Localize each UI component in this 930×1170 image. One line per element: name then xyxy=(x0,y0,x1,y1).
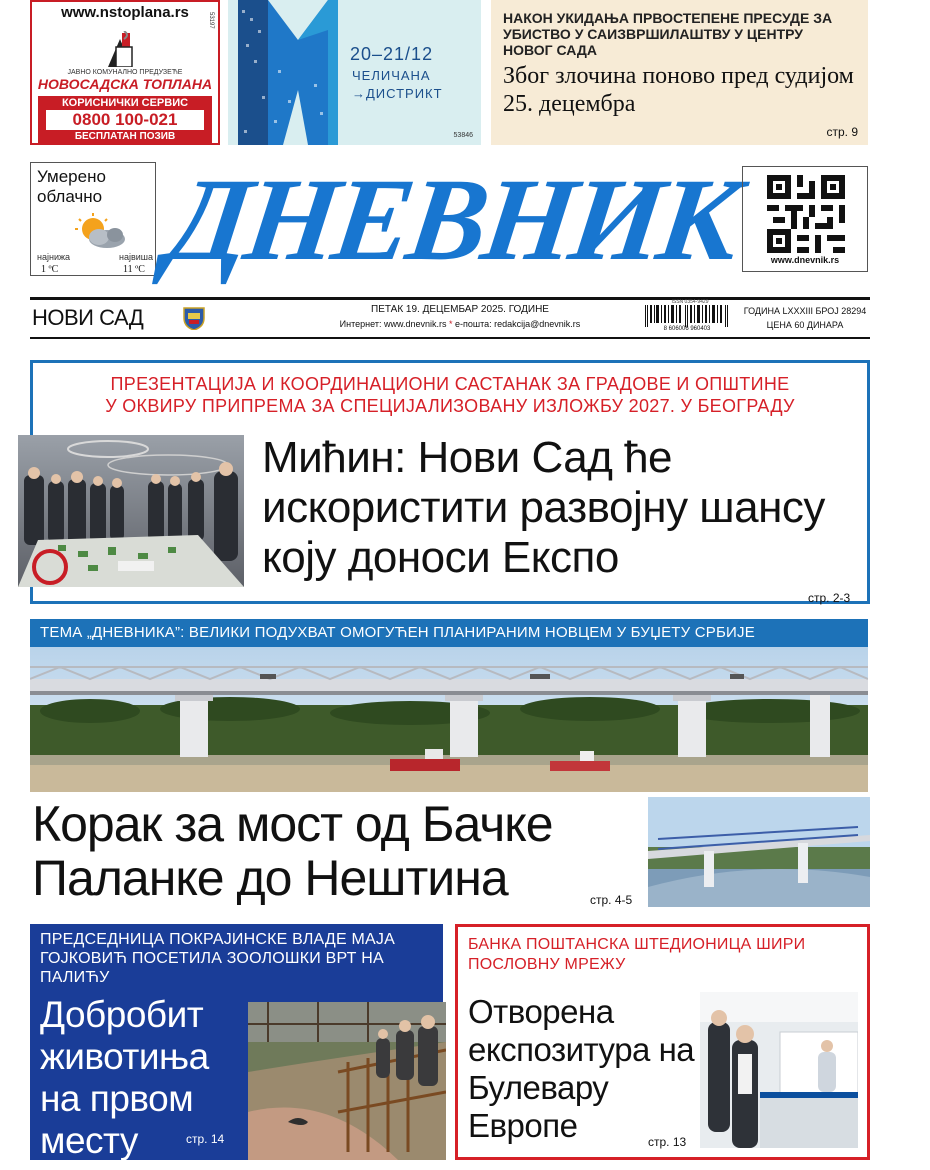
qr-code-box[interactable] xyxy=(742,166,868,272)
weather-low-value: 1 ºC xyxy=(41,264,59,275)
expo-dates: 20–21/12 xyxy=(350,44,434,64)
dateline-price: ЦЕНА 60 ДИНАРА xyxy=(766,320,844,330)
expo-district: →ДИСТРИКТ xyxy=(352,86,443,101)
ad-small-text: ЈАВНО КОМУНАЛНО ПРЕДУЗЕЋЕ xyxy=(67,69,183,76)
ad-service-box xyxy=(38,96,212,144)
expo-ad-code: 53846 xyxy=(453,132,473,139)
story-zoo-photo[interactable] xyxy=(248,1002,446,1160)
story-expo-kicker xyxy=(33,373,867,417)
story-zoo-kicker: ПРЕДСЕДНИЦА ПОКРАЈИНСКЕ ВЛАДЕ МАЈА ГОЈКОВИЋ ПОСЕТИЛА ЗООЛОШКИ ВРТ НА ПАЛИЋУ xyxy=(40,931,395,986)
teaser-kicker: НАКОН УКИДАЊА ПРВОСТЕПЕНЕ ПРЕСУДЕ ЗА УБИСТВО У САИЗВРШИЛАШТВУ У ЦЕНТРУ НОВОГ САДА xyxy=(503,10,833,58)
story-bank-kicker: БАНКА ПОШТАНСКА ШТЕДИОНИЦА ШИРИ ПОСЛОВНУ МРЕЖУ xyxy=(468,936,806,973)
barcode-icon xyxy=(643,303,731,327)
story-bridge-inset-photo[interactable] xyxy=(648,797,870,907)
ad-brand: НОВОСАДСКА ТОПЛАНА xyxy=(37,76,213,92)
story-bank-photo[interactable] xyxy=(700,992,858,1148)
story-expo-kicker-line2: У ОКВИРУ ПРИПРЕМА ЗА СПЕЦИЈАЛИЗОВАНУ ИЗЛОЖБУ 2027. У БЕОГРАДУ xyxy=(105,396,795,416)
story-bank-page: стр. 13 xyxy=(648,1135,687,1149)
teaser-page: стр. 9 xyxy=(826,125,858,139)
expo-venue: ЧЕЛИЧАНА xyxy=(352,68,431,83)
dateline-email: е-пошта: redakcija@dnevnik.rs xyxy=(455,319,581,329)
story-zoo-headline[interactable]: Добробит животиња на првом месту xyxy=(40,994,209,1161)
ad-free-call: БЕСПЛАТАН ПОЗИВ xyxy=(74,131,176,142)
barcode xyxy=(643,303,731,335)
dateline-date: ПЕТАК 19. ДЕЦЕМБАР 2025. ГОДИНЕ xyxy=(371,304,549,315)
story-bridge-page: стр. 4-5 xyxy=(590,893,633,907)
dateline-issue: ГОДИНА LXXXIII БРОЈ 28294 xyxy=(743,306,867,316)
issn-label: ISSN 0354-9429 xyxy=(671,299,709,305)
dateline-contacts xyxy=(290,319,630,329)
teaser-court-story[interactable] xyxy=(491,0,868,145)
masthead-logo[interactable]: ДНЕВНИК xyxy=(160,154,745,285)
qr-code-icon xyxy=(767,175,845,253)
dateline-top-rule xyxy=(30,297,870,300)
teaser-headline: Због злочина поново пред судијом 25. децембра xyxy=(503,63,854,117)
ad-service-label: КОРИСНИЧКИ СЕРВИС xyxy=(61,97,189,109)
story-zoo-page: стр. 14 xyxy=(186,1132,225,1146)
toplana-logo-icon xyxy=(102,31,148,67)
separator-star-icon: * xyxy=(448,319,455,329)
barcode-digits: 8 606006 960403 xyxy=(663,326,711,332)
qr-url: www.dnevnik.rs xyxy=(770,255,840,265)
ad-novosadska-toplana[interactable] xyxy=(30,0,220,145)
ad-code: 53197 xyxy=(208,12,214,29)
weather-condition: Умерено облачно xyxy=(37,167,106,206)
partly-cloudy-icon xyxy=(69,213,129,251)
ad-url: www.nstoplana.rs xyxy=(61,4,189,21)
weather-high-value: 11 ºC xyxy=(123,264,145,275)
story-bridge-headline[interactable]: Корак за мост од Бачке Паланке до Нештина xyxy=(32,796,553,906)
dateline-bottom-rule xyxy=(30,337,870,339)
weather-low-label: најнижа xyxy=(37,252,70,262)
weather-high-label: највиша xyxy=(119,252,154,262)
story-bank-headline[interactable]: Отворена експозитура на Булевару Европе xyxy=(468,993,695,1144)
story-expo-page: стр. 2-3 xyxy=(808,591,851,605)
story-bridge-band: ТЕМА „ДНЕВНИКА”: ВЕЛИКИ ПОДУХВАТ ОМОГУЋЕН ПЛАНИРАНИМ НОВЦЕМ У БУЏЕТУ СРБИЈЕ xyxy=(30,619,868,647)
story-expo-headline[interactable]: Мићин: Нови Сад ће искористити развојну шансу коју доноси Експо xyxy=(262,433,825,582)
dateline-internet: Интернет: www.dnevnik.rs xyxy=(339,319,447,329)
story-bridge-photo[interactable] xyxy=(30,647,868,792)
city-crest-icon xyxy=(183,306,205,330)
dateline-city: НОВИ САД xyxy=(32,305,144,330)
ad-expo-district[interactable] xyxy=(228,0,481,145)
ad-phone: 0800 100-021 xyxy=(46,110,204,130)
weather-box xyxy=(30,162,156,276)
story-expo-photo[interactable] xyxy=(18,435,244,587)
story-expo-kicker-line1: ПРЕЗЕНТАЦИЈА И КООРДИНАЦИОНИ САСТАНАК ЗА ГРАДОВЕ И ОПШТИНЕ xyxy=(110,374,790,394)
